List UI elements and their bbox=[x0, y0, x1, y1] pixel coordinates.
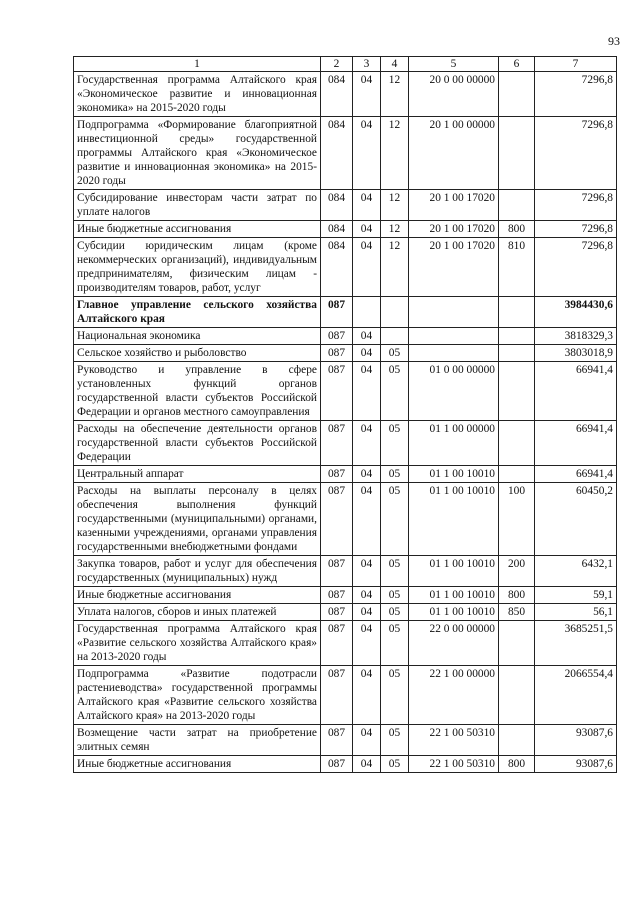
row-amount: 7296,8 bbox=[535, 117, 617, 190]
row-ministry-code: 087 bbox=[321, 756, 353, 773]
row-target-article: 22 1 00 50310 bbox=[409, 756, 499, 773]
row-name: Государственная программа Алтайского края «Развитие сельского хозяйства Алтайского края» на 2013-2020 годы bbox=[74, 621, 321, 666]
table-row bbox=[74, 621, 617, 666]
row-name: Руководство и управление в сфере установленных функций органов государственной власти субъектов Российской Федерации и органов местного самоуправления bbox=[74, 362, 321, 421]
row-section: 04 bbox=[353, 556, 381, 587]
row-ministry-code: 084 bbox=[321, 221, 353, 238]
row-ministry-code: 087 bbox=[321, 621, 353, 666]
row-expense-type bbox=[499, 297, 535, 328]
row-expense-type: 200 bbox=[499, 556, 535, 587]
row-ministry-code: 087 bbox=[321, 421, 353, 466]
row-expense-type bbox=[499, 621, 535, 666]
table-row bbox=[74, 190, 617, 221]
row-subsection: 05 bbox=[381, 466, 409, 483]
table-row bbox=[74, 604, 617, 621]
row-target-article: 20 1 00 00000 bbox=[409, 117, 499, 190]
row-name: Иные бюджетные ассигнования bbox=[74, 756, 321, 773]
row-subsection: 05 bbox=[381, 666, 409, 725]
row-amount: 7296,8 bbox=[535, 238, 617, 297]
row-ministry-code: 087 bbox=[321, 345, 353, 362]
row-subsection: 12 bbox=[381, 72, 409, 117]
row-name: Главное управление сельского хозяйства Алтайского края bbox=[74, 297, 321, 328]
row-subsection bbox=[381, 328, 409, 345]
row-section bbox=[353, 297, 381, 328]
row-expense-type bbox=[499, 666, 535, 725]
table-row bbox=[74, 421, 617, 466]
row-ministry-code: 087 bbox=[321, 587, 353, 604]
row-amount: 56,1 bbox=[535, 604, 617, 621]
row-expense-type: 800 bbox=[499, 756, 535, 773]
row-subsection: 05 bbox=[381, 756, 409, 773]
row-expense-type bbox=[499, 421, 535, 466]
table-row bbox=[74, 328, 617, 345]
row-ministry-code: 087 bbox=[321, 483, 353, 556]
row-section: 04 bbox=[353, 421, 381, 466]
row-ministry-code: 087 bbox=[321, 556, 353, 587]
row-ministry-code: 084 bbox=[321, 72, 353, 117]
row-amount: 7296,8 bbox=[535, 221, 617, 238]
row-name: Расходы на обеспечение деятельности органов государственной власти субъектов Российской Федерации bbox=[74, 421, 321, 466]
table-row bbox=[74, 221, 617, 238]
row-target-article: 20 0 00 00000 bbox=[409, 72, 499, 117]
row-amount: 3803018,9 bbox=[535, 345, 617, 362]
budget-table bbox=[73, 56, 617, 773]
row-target-article: 01 1 00 10010 bbox=[409, 556, 499, 587]
header-cell: 3 bbox=[353, 57, 381, 72]
row-section: 04 bbox=[353, 666, 381, 725]
table-row bbox=[74, 72, 617, 117]
row-section: 04 bbox=[353, 362, 381, 421]
table-row bbox=[74, 483, 617, 556]
row-section: 04 bbox=[353, 328, 381, 345]
row-ministry-code: 084 bbox=[321, 117, 353, 190]
row-ministry-code: 084 bbox=[321, 238, 353, 297]
table-row bbox=[74, 466, 617, 483]
row-subsection bbox=[381, 297, 409, 328]
row-target-article: 22 0 00 00000 bbox=[409, 621, 499, 666]
table-row bbox=[74, 556, 617, 587]
row-amount: 66941,4 bbox=[535, 362, 617, 421]
table-row bbox=[74, 725, 617, 756]
row-subsection: 05 bbox=[381, 421, 409, 466]
row-subsection: 05 bbox=[381, 621, 409, 666]
page-number: 93 bbox=[608, 34, 620, 48]
row-name: Уплата налогов, сборов и иных платежей bbox=[74, 604, 321, 621]
row-name: Субсидии юридическим лицам (кроме некоммерческих организаций), индивидуальным предпринимателям, физическим лицам - производителям товаров, работ, услуг bbox=[74, 238, 321, 297]
row-amount: 3984430,6 bbox=[535, 297, 617, 328]
row-target-article: 22 1 00 50310 bbox=[409, 725, 499, 756]
table-row bbox=[74, 238, 617, 297]
row-target-article: 20 1 00 17020 bbox=[409, 221, 499, 238]
header-cell: 1 bbox=[74, 57, 321, 72]
row-expense-type: 810 bbox=[499, 238, 535, 297]
row-target-article: 01 0 00 00000 bbox=[409, 362, 499, 421]
row-subsection: 05 bbox=[381, 345, 409, 362]
row-subsection: 05 bbox=[381, 556, 409, 587]
table-row bbox=[74, 666, 617, 725]
row-expense-type: 800 bbox=[499, 587, 535, 604]
row-section: 04 bbox=[353, 466, 381, 483]
header-cell: 7 bbox=[535, 57, 617, 72]
row-amount: 59,1 bbox=[535, 587, 617, 604]
row-amount: 6432,1 bbox=[535, 556, 617, 587]
row-section: 04 bbox=[353, 756, 381, 773]
row-section: 04 bbox=[353, 221, 381, 238]
row-amount: 93087,6 bbox=[535, 725, 617, 756]
table-row bbox=[74, 345, 617, 362]
row-subsection: 05 bbox=[381, 362, 409, 421]
row-target-article: 01 1 00 10010 bbox=[409, 604, 499, 621]
row-target-article bbox=[409, 345, 499, 362]
table-row bbox=[74, 756, 617, 773]
row-section: 04 bbox=[353, 604, 381, 621]
row-amount: 66941,4 bbox=[535, 421, 617, 466]
row-expense-type bbox=[499, 190, 535, 221]
row-expense-type: 100 bbox=[499, 483, 535, 556]
row-expense-type bbox=[499, 362, 535, 421]
row-section: 04 bbox=[353, 238, 381, 297]
row-expense-type bbox=[499, 725, 535, 756]
row-subsection: 12 bbox=[381, 190, 409, 221]
row-name: Расходы на выплаты персоналу в целях обеспечения выполнения функций государственными (муниципальными) органами, казенными учреждениями, органами управления государственными внебюджетными фондами bbox=[74, 483, 321, 556]
row-expense-type bbox=[499, 466, 535, 483]
row-ministry-code: 087 bbox=[321, 666, 353, 725]
row-ministry-code: 087 bbox=[321, 466, 353, 483]
row-target-article: 01 1 00 10010 bbox=[409, 483, 499, 556]
row-target-article: 20 1 00 17020 bbox=[409, 238, 499, 297]
row-ministry-code: 087 bbox=[321, 604, 353, 621]
row-target-article: 20 1 00 17020 bbox=[409, 190, 499, 221]
row-amount: 3685251,5 bbox=[535, 621, 617, 666]
row-ministry-code: 087 bbox=[321, 328, 353, 345]
row-section: 04 bbox=[353, 345, 381, 362]
row-section: 04 bbox=[353, 190, 381, 221]
row-name: Центральный аппарат bbox=[74, 466, 321, 483]
row-section: 04 bbox=[353, 483, 381, 556]
header-cell: 6 bbox=[499, 57, 535, 72]
row-subsection: 05 bbox=[381, 587, 409, 604]
row-section: 04 bbox=[353, 72, 381, 117]
row-ministry-code: 087 bbox=[321, 297, 353, 328]
row-section: 04 bbox=[353, 621, 381, 666]
header-cell: 5 bbox=[409, 57, 499, 72]
row-subsection: 12 bbox=[381, 221, 409, 238]
row-name: Сельское хозяйство и рыболовство bbox=[74, 345, 321, 362]
row-name: Иные бюджетные ассигнования bbox=[74, 587, 321, 604]
table-header-row bbox=[74, 57, 617, 72]
row-amount: 3818329,3 bbox=[535, 328, 617, 345]
row-ministry-code: 087 bbox=[321, 362, 353, 421]
row-expense-type: 850 bbox=[499, 604, 535, 621]
row-expense-type bbox=[499, 72, 535, 117]
row-expense-type bbox=[499, 328, 535, 345]
row-name: Иные бюджетные ассигнования bbox=[74, 221, 321, 238]
row-section: 04 bbox=[353, 587, 381, 604]
row-target-article: 22 1 00 00000 bbox=[409, 666, 499, 725]
row-amount: 93087,6 bbox=[535, 756, 617, 773]
row-ministry-code: 087 bbox=[321, 725, 353, 756]
row-amount: 2066554,4 bbox=[535, 666, 617, 725]
row-amount: 60450,2 bbox=[535, 483, 617, 556]
row-subsection: 12 bbox=[381, 117, 409, 190]
row-section: 04 bbox=[353, 725, 381, 756]
row-expense-type bbox=[499, 117, 535, 190]
table-row bbox=[74, 297, 617, 328]
row-target-article: 01 1 00 00000 bbox=[409, 421, 499, 466]
table-row bbox=[74, 117, 617, 190]
row-name: Возмещение части затрат на приобретение элитных семян bbox=[74, 725, 321, 756]
row-expense-type: 800 bbox=[499, 221, 535, 238]
row-target-article: 01 1 00 10010 bbox=[409, 466, 499, 483]
row-target-article: 01 1 00 10010 bbox=[409, 587, 499, 604]
table-row bbox=[74, 587, 617, 604]
row-target-article bbox=[409, 328, 499, 345]
header-cell: 2 bbox=[321, 57, 353, 72]
row-expense-type bbox=[499, 345, 535, 362]
row-target-article bbox=[409, 297, 499, 328]
header-cell: 4 bbox=[381, 57, 409, 72]
row-name: Государственная программа Алтайского края «Экономическое развитие и инновационная экономика» на 2015-2020 годы bbox=[74, 72, 321, 117]
row-amount: 66941,4 bbox=[535, 466, 617, 483]
row-subsection: 05 bbox=[381, 725, 409, 756]
row-name: Подпрограмма «Формирование благоприятной инвестиционной среды» государственной программы Алтайского края «Экономическое развитие и инновационная экономика» на 2015-2020 годы bbox=[74, 117, 321, 190]
row-subsection: 05 bbox=[381, 483, 409, 556]
row-name: Национальная экономика bbox=[74, 328, 321, 345]
row-subsection: 05 bbox=[381, 604, 409, 621]
row-subsection: 12 bbox=[381, 238, 409, 297]
table-row bbox=[74, 362, 617, 421]
row-amount: 7296,8 bbox=[535, 190, 617, 221]
row-amount: 7296,8 bbox=[535, 72, 617, 117]
row-name: Субсидирование инвесторам части затрат по уплате налогов bbox=[74, 190, 321, 221]
row-name: Закупка товаров, работ и услуг для обеспечения государственных (муниципальных) нужд bbox=[74, 556, 321, 587]
row-name: Подпрограмма «Развитие подотрасли растениеводства» государственной программы Алтайского края «Развитие сельского хозяйства Алтайского края» на 2013-2020 годы bbox=[74, 666, 321, 725]
row-section: 04 bbox=[353, 117, 381, 190]
row-ministry-code: 084 bbox=[321, 190, 353, 221]
